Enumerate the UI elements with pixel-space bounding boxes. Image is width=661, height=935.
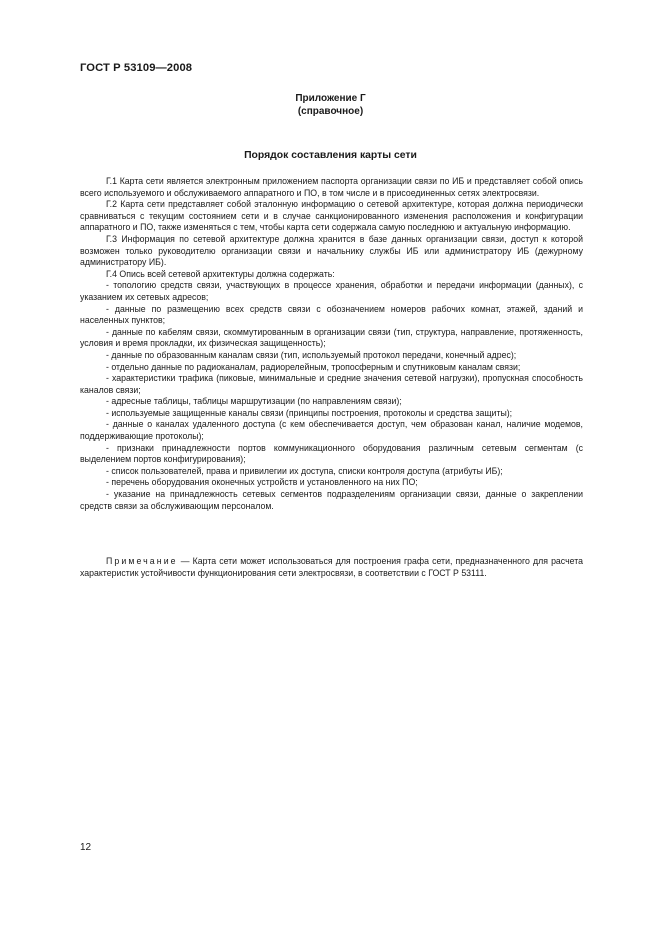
note-label: Примечание <box>106 556 178 566</box>
list-item: - топологию средств связи, участвующих в процессе хранения, обработки и передачи информации (данных), с указанием их сетевых адресов; <box>80 280 583 302</box>
note <box>80 556 583 579</box>
paragraph-g4: Г.4 Опись всей сетевой архитектуры должна содержать: <box>106 268 335 279</box>
list-item: - перечень оборудования оконечных устройств и установленного на них ПО; <box>106 477 418 488</box>
list-item: - список пользователей, права и привилегии их доступа, списки контроля доступа (атрибуты ИБ); <box>106 465 503 476</box>
appendix-heading <box>0 92 661 118</box>
list-item: - характеристики трафика (пиковые, минимальные и средние значения сетевой нагрузки), пропускная способность каналов связи; <box>80 373 583 395</box>
paragraph-g1: Г.1 Карта сети является электронным приложением паспорта организации связи по ИБ и представляет собой опись всего используемого и обслуживаемого аппаратного и ПО, в том числе и в присоединенных сетях электросвязи. <box>80 176 583 198</box>
appendix-subtitle: (справочное) <box>297 106 364 117</box>
document-code: ГОСТ Р 53109—2008 <box>80 62 193 74</box>
list-item: - указание на принадлежность сетевых сегментов подразделениям организации связи, данные о закреплении средств связи за обслуживающим персоналом. <box>80 489 583 511</box>
section-title: Порядок составления карты сети <box>244 150 417 161</box>
page-number: 12 <box>80 842 92 853</box>
list-item: - адресные таблицы, таблицы маршрутизации (по направлениям связи); <box>106 396 402 407</box>
list-item: - отдельно данные по радиоканалам, радиорелейным, тропосферным и спутниковым каналам связи; <box>106 361 521 372</box>
list-item: - данные по образованным каналам связи (тип, используемый протокол передачи, конечный адрес); <box>106 349 517 360</box>
paragraph-g3: Г.3 Информация по сетевой архитектуре должна хранится в базе данных организации связи, доступ к которой возможен только руководителю организации связи и начальнику службы ИБ или администратору ИБ (дежурному администратору ИБ). <box>80 233 583 268</box>
note-text: — Карта сети может использоваться для построения графа сети, предназначенного для расчета характеристик устойчивости функционирования сети электросвязи, в соответствии с ГОСТ Р 53111. <box>80 556 583 578</box>
list-item: - данные о каналах удаленного доступа (с кем обеспечивается доступ, чем образован канал, наличие модемов, поддерживающие протоколы); <box>80 419 583 442</box>
list-item: - используемые защищенные каналы связи (принципы построения, протоколы и средства защиты); <box>106 407 513 418</box>
body-text <box>80 176 583 512</box>
list-item: - данные по размещению всех средств связи с обозначением номеров рабочих комнат, этажей, зданий и населенных пунктов; <box>80 303 583 326</box>
appendix-title: Приложение Г <box>295 93 366 104</box>
list-item: - признаки принадлежности портов коммуникационного оборудования различным сетевым сегментам (с выделением портов конфигурирования); <box>80 442 583 465</box>
list-item: - данные по кабелям связи, скоммутированным в организации связи (тип, структура, направление, протяженность, условия и время прокладки, их физическая защищенность); <box>80 326 583 349</box>
paragraph-g2: Г.2 Карта сети представляет собой эталонную информацию о сетевой архитектуре, которая должна периодически сравниваться с текущим состоянием сети и в случае санкционированного изменения расположения и конфигурации аппаратного и ПО, также изменяться с тем, чтобы карта сети содержала самую последнюю и актуальную информацию. <box>80 199 583 233</box>
